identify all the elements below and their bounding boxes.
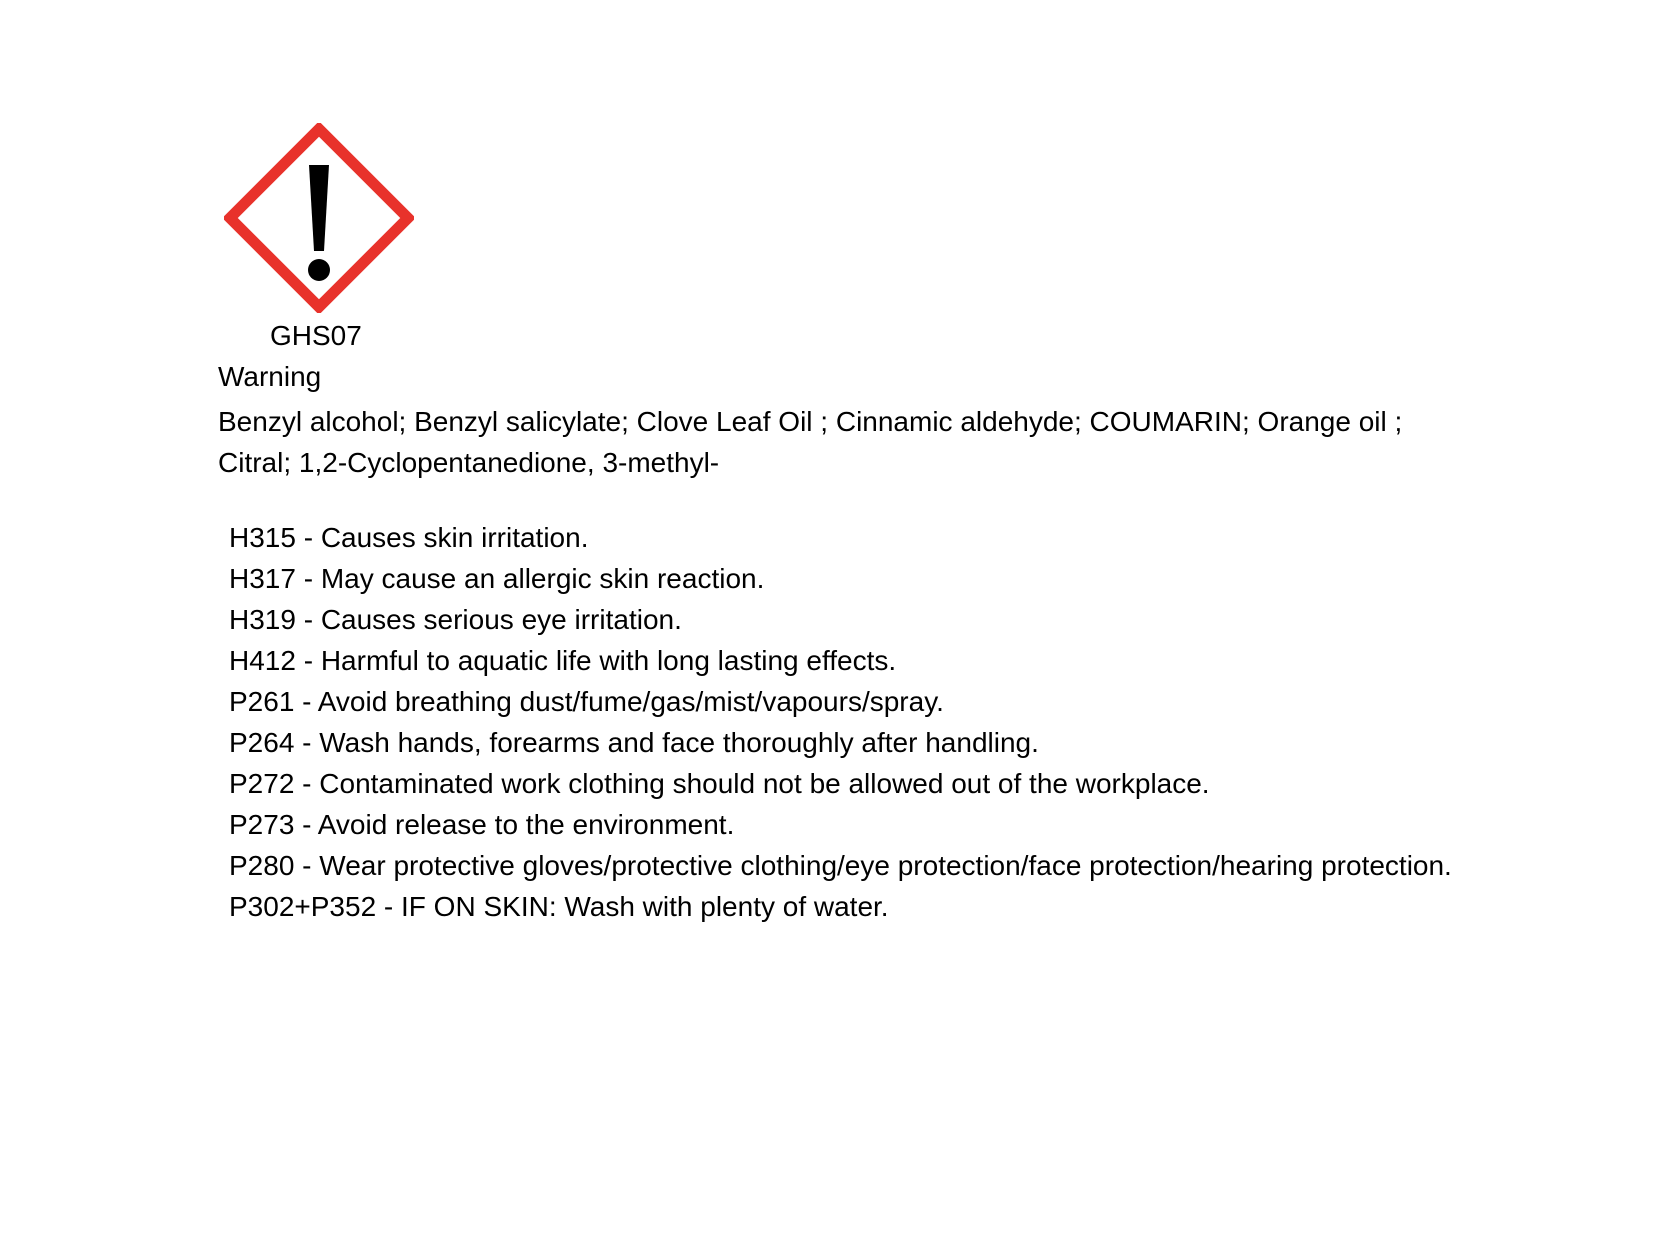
statement-item: P264 - Wash hands, forearms and face thoroughly after handling.	[229, 727, 1039, 758]
statement-item: P272 - Contaminated work clothing should not be allowed out of the workplace.	[229, 768, 1210, 799]
statement-item: P280 - Wear protective gloves/protective clothing/eye protection/face protection/hearing protection.	[229, 850, 1452, 881]
statement-item: P302+P352 - IF ON SKIN: Wash with plenty of water.	[229, 891, 889, 922]
ghs07-exclamation-mark-icon	[224, 123, 414, 313]
statement-item: H317 - May cause an allergic skin reaction.	[229, 563, 765, 594]
statement-item: P273 - Avoid release to the environment.	[229, 809, 735, 840]
hazard-precautionary-statements	[229, 517, 1459, 927]
statement-item: H315 - Causes skin irritation.	[229, 522, 589, 553]
hazardous-substances: Benzyl alcohol; Benzyl salicylate; Clove Leaf Oil ; Cinnamic aldehyde; COUMARIN; Orange oil ; Citral; 1,2-Cyclopentanedione, 3-methyl-	[218, 406, 1403, 478]
statement-item: H319 - Causes serious eye irritation.	[229, 604, 682, 635]
pictogram-code: GHS07	[270, 320, 362, 351]
statement-item: P261 - Avoid breathing dust/fume/gas/mist/vapours/spray.	[229, 686, 944, 717]
statement-item: H412 - Harmful to aquatic life with long lasting effects.	[229, 645, 897, 676]
signal-word: Warning	[218, 361, 322, 392]
